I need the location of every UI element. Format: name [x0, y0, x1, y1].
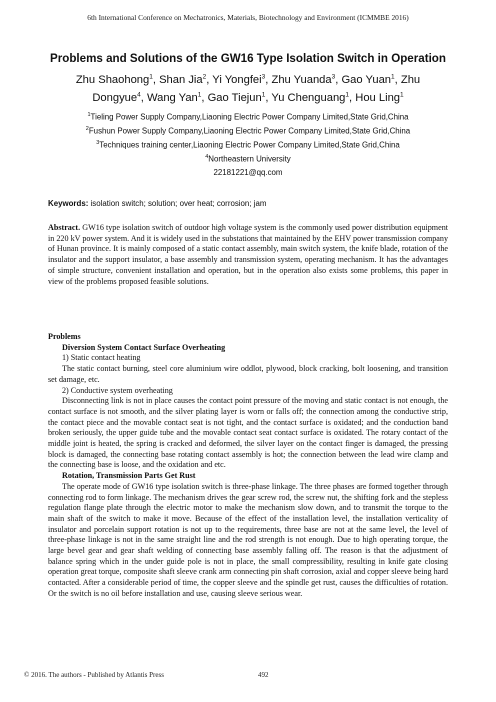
author: Wang Yan$^1$, [146, 91, 208, 105]
author: Zhu Yuanda$^3$, [271, 73, 342, 86]
author-line-1 [40, 69, 456, 88]
list-item-static-contact: 1) Static contact heating [62, 353, 141, 363]
subsection-heading-rust: Rotation, Transmission Parts Get Rust [62, 471, 196, 481]
keywords-label: Keywords: [48, 199, 89, 208]
paragraph-static-contact: The static contact burning, steel core aluminium wire oddlot, plywood, block cracking, bolt loosening, and transition set damage, etc. [48, 364, 448, 384]
author-line-2 [40, 88, 456, 107]
subsection-heading-overheating: Diversion System Contact Surface Overheating [62, 342, 226, 352]
copyright-footer: © 2016. The authors - Published by Atlantis Press [24, 671, 164, 679]
abstract [48, 223, 448, 287]
page-number: 492 [258, 671, 269, 679]
paper-body [48, 332, 448, 600]
author: Gao Yuan$^1$, Zhu [341, 73, 421, 86]
affiliation-4: $^4$Northeastern University [205, 154, 291, 164]
author: Gao Tiejun$^1$, [207, 91, 272, 105]
author: Yu Chenguang$^1$, [271, 91, 356, 105]
author: Zhu Shaohong$^1$, [75, 73, 160, 86]
author-list [40, 69, 456, 106]
paragraph-conductive-system: Disconnecting link is not in place causes the contact point pressure of the moving and static contact is not enough, the contact surface is not smooth, and the silver plating layer is worn or falls off; the connection among the conductive strip, the contact piece and the movable contact seat is not tight, and the contact surface is oxidated; and the conduction band broken seriously, the upper guide tube and the movable contact seat contact surface is oxidated. The rotary contact of the middle joint is heated, the spring is cracked and deformed, the silver layer on the contact finger is damaged, the pressing block is damaged, the connecting base rotating contact assembly is hot; the connection between the lead wire clamp and the connecting base is loose, and the oxidation and etc. [48, 396, 448, 470]
author: Shan Jia$^2$, [159, 73, 213, 86]
abstract-text: GW16 type isolation switch of outdoor high voltage system is the commonly used power distribution equipment in 220 kV power system. And it is widely used in the substations that maintained by the EHV power transmission company of Hunan province. It is mainly composed of a static contact assembly, main switch system, the knife blade, rotation of the insulator and the support insulator, a base assembly and transmission system, operating mechanism. It has the advantages of simple structure, convenient installation and operation, but in the operation also exists some problems, this paper in view of the problems proposed feasible solutions. [48, 223, 448, 286]
affiliation-2: $^2$Fushun Power Supply Company,Liaoning Electric Power Company Limited,State Grid,China [85, 126, 411, 136]
abstract-label: Abstract. [48, 223, 81, 232]
author: Hou Ling$^1$ [355, 91, 404, 105]
list-item-conductive-system: 2) Conductive system overheating [62, 385, 173, 395]
author: Dongyue$^4$, [92, 91, 147, 105]
paper-title: Problems and Solutions of the GW16 Type Isolation Switch in Operation [50, 52, 446, 65]
paragraph-rust: The operate mode of GW16 type isolation switch is three-phase linkage. The three phases are formed together through connecting rod to form linkage. The mechanism drives the gear screw rod, the screw nut, the shifting fork and the stepless regulation flange plate through the electric motor to make the mechanism slow down, and to transmit the torque to the main shaft of the switch to make it move. Because of the effect of the installation level, the installation verticality of insulator and porcelain support rotation is not up to the requirements, three base are not at the same level, the level of three-phase linkage is not in the same straight line and the rod strength is not enough. Due to high operating torque, the large bevel gear and gear shaft welding of connecting base assembly falling off. The reason is that the adjustment of balance spring which in the under guide pole is not in place, the small compressibility, resulting in knife gate closing operation great torque, composite shaft sleeve crank arm connecting pin shaft corrosion, axial and copper sleeve being hard contacted. After a considerable period of time, the copper sleeve and the spindle get rust, causes the difficulties of rotation. Or the switch is no oil before installation and use, causing sleeve serious wear. [48, 481, 448, 598]
keywords [48, 199, 448, 208]
affiliation-1: $^1$Tieling Power Supply Company,Liaoning Electric Power Company Limited,State Grid,China [87, 112, 409, 122]
author-email[interactable]: 22181221@qq.com [213, 168, 283, 177]
section-heading-problems: Problems [48, 332, 81, 341]
author: Yi Yongfei$^3$, [212, 73, 272, 86]
conference-header: 6th International Conference on Mechatronics, Materials, Biotechnology and Environment (ICMMBE 2016) [87, 13, 409, 22]
keywords-text: isolation switch; solution; over heat; corrosion; jam [88, 199, 267, 208]
affiliation-3: $^3$Techniques training center,Liaoning Electric Power Company Limited,State Grid,China [96, 140, 400, 150]
